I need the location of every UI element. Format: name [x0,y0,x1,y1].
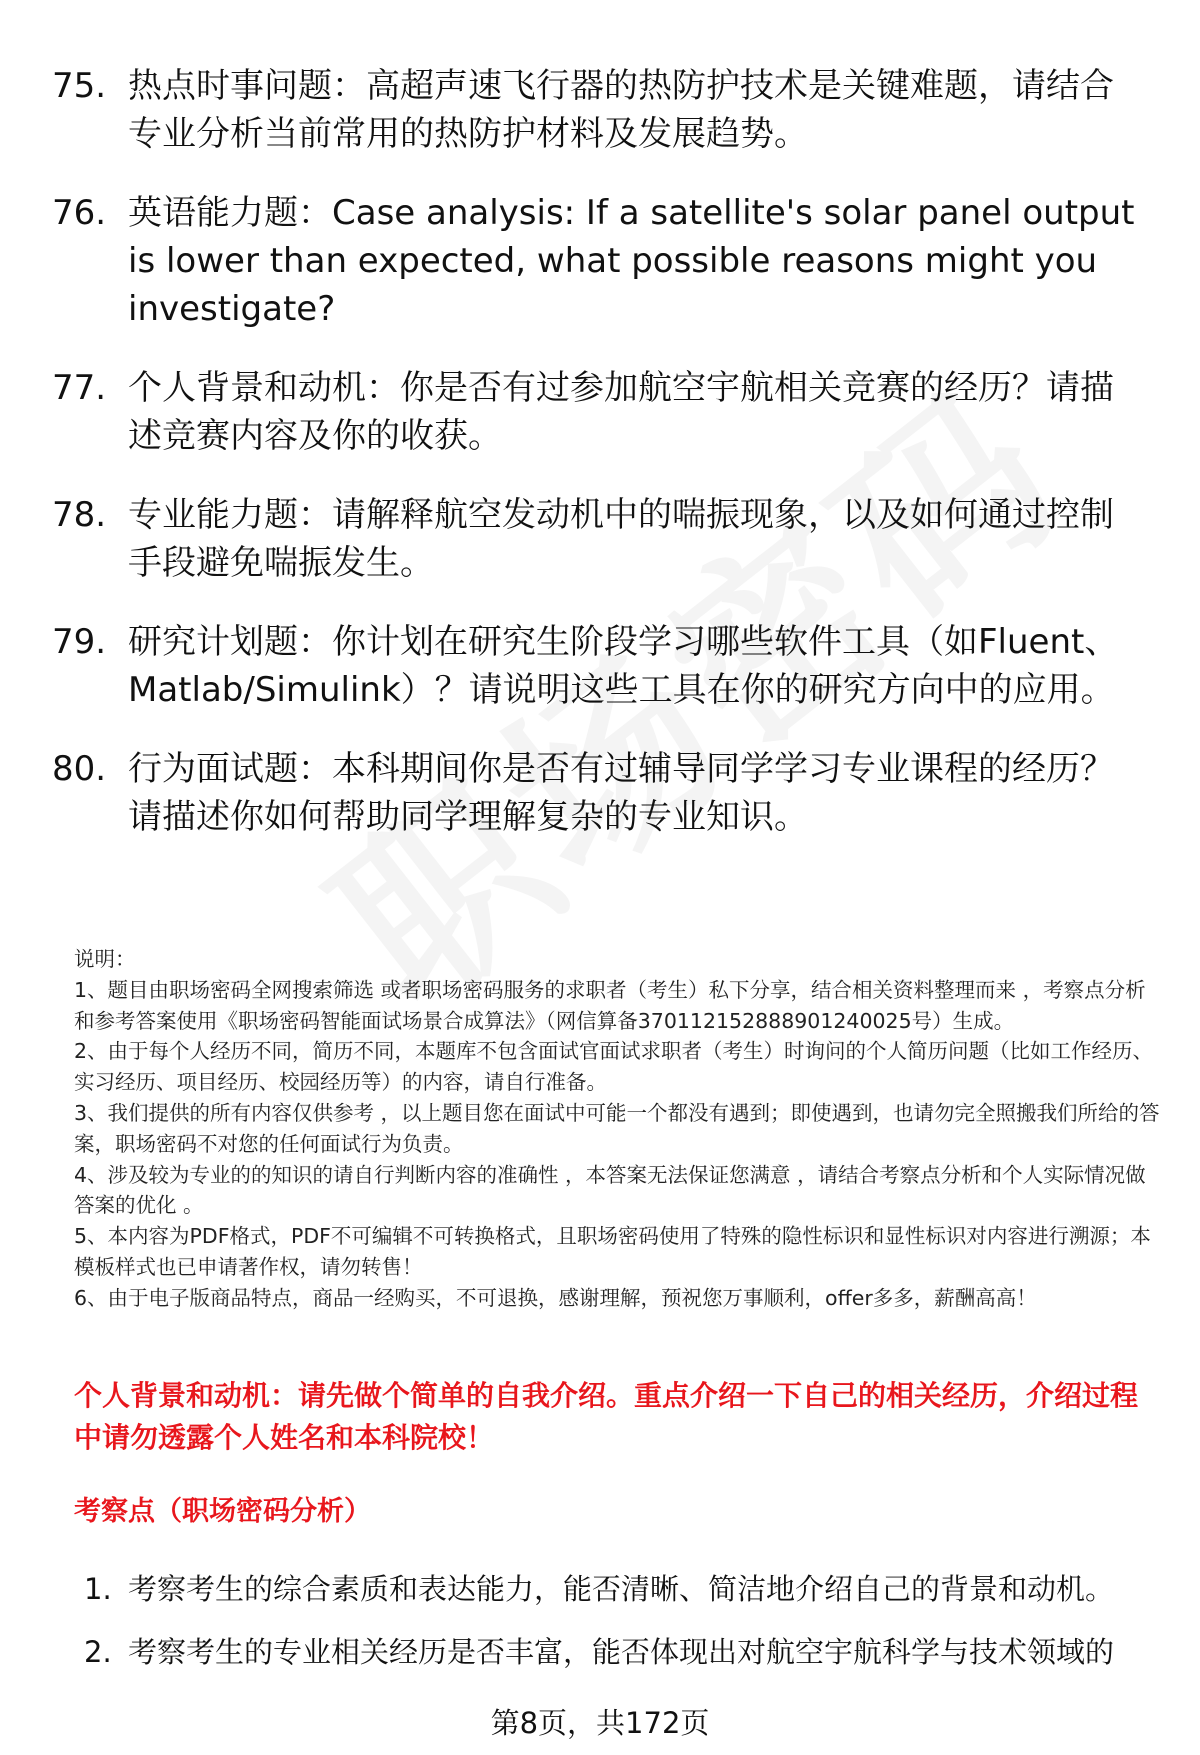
analysis-number: 2. [84,1635,112,1669]
question-text: 研究计划题：你计划在研究生阶段学习哪些软件工具（如Fluent、Matlab/Simulink）？请说明这些工具在你的研究方向中的应用。 [128,622,1119,710]
note-item: 6、由于电子版商品特点，商品一经购买，不可退换，感谢理解，预祝您万事顺利，offer多多，薪酬高高！ [74,1285,1037,1310]
question-text: 个人背景和动机：你是否有过参加航空宇航相关竞赛的经历？请描述竞赛内容及你的收获。 [128,368,1114,456]
question-text: 英语能力题：Case analysis: If a satellite's solar panel output is lower than expected, what possible reasons might you investigate? [128,193,1135,329]
analysis-heading: 考察点（职场密码分析） [74,1496,371,1527]
question-item [52,189,1152,333]
question-item [52,364,1152,460]
question-list [52,62,1152,872]
analysis-item [84,1568,1164,1610]
note-item: 4、涉及较为专业的的知识的请自行判断内容的准确性 ，本答案无法保证您满意 ，请结合考察点分析和个人实际情况做答案的优化 。 [74,1162,1146,1218]
note-item: 3、我们提供的所有内容仅供参考 ，以上题目您在面试中可能一个都没有遇到；即使遇到，也请勿完全照搬我们所给的答案，职场密码不对您的任何面试行为负责。 [74,1100,1160,1156]
question-text: 热点时事问题：高超声速飞行器的热防护技术是关键难题，请结合专业分析当前常用的热防护材料及发展趋势。 [128,66,1114,154]
question-text: 专业能力题：请解释航空发动机中的喘振现象，以及如何通过控制手段避免喘振发生。 [128,495,1114,583]
question-number: 78. [52,495,107,535]
analysis-item [84,1631,1164,1673]
note-item: 1、题目由职场密码全网搜索筛选 或者职场密码服务的求职者（考生）私下分享，结合相关资料整理而来 ，考察点分析和参考答案使用《职场密码智能面试场景合成算法》（网信算备370112152888901240025号）生成。 [74,977,1146,1033]
analysis-number: 1. [84,1572,112,1606]
notes-heading: 说明： [74,947,136,971]
analysis-text: 考察考生的综合素质和表达能力，能否清晰、简洁地介绍自己的背景和动机。 [128,1572,1115,1606]
question-text: 行为面试题：本科期间你是否有过辅导同学学习专业课程的经历？请描述你如何帮助同学理解复杂的专业知识。 [128,749,1114,837]
question-number: 76. [52,193,107,233]
analysis-text: 考察考生的专业相关经历是否丰富，能否体现出对航空宇航科学与技术领域的 [128,1635,1115,1669]
note-item: 2、由于每个人经历不同，简历不同，本题库不包含面试官面试求职者（考生）时询问的个人简历问题（比如工作经历、实习经历、项目经历、校园经历等）的内容，请自行准备。 [74,1039,1154,1095]
question-item [52,491,1152,587]
question-item [52,62,1152,158]
disclaimer-notes [74,944,1164,1314]
question-item [52,745,1152,841]
page-footer: 第8页，共172页 [490,1706,710,1740]
note-item: 5、本内容为PDF格式，PDF不可编辑不可转换格式，且职场密码使用了特殊的隐性标识和显性标识对内容进行溯源；本模板样式也已申请著作权，请勿转售！ [74,1224,1151,1279]
highlight-question: 个人背景和动机：请先做个简单的自我介绍。重点介绍一下自己的相关经历，介绍过程中请勿透露个人姓名和本科院校！ [74,1379,1139,1454]
question-number: 75. [52,66,107,106]
question-number: 80. [52,749,107,789]
question-item [52,618,1152,714]
question-number: 77. [52,368,107,408]
analysis-list [84,1568,1164,1694]
question-number: 79. [52,622,107,662]
